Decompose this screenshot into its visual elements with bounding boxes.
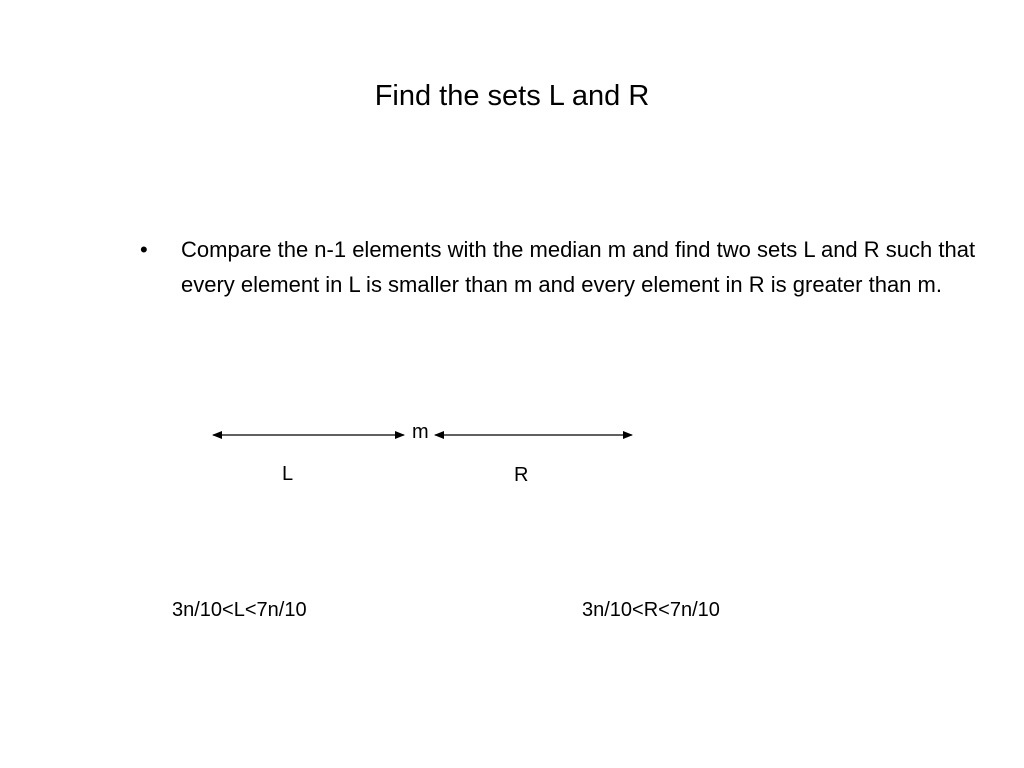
bullet-marker: • [140, 237, 148, 262]
left-set-constraint: 3n/10<L<7n/10 [172, 599, 307, 621]
median-label: m [412, 421, 429, 443]
left-set-label: L [282, 463, 294, 485]
right-set-label: R [514, 464, 529, 486]
right-set-constraint: 3n/10<R<7n/10 [582, 599, 720, 621]
slide-title: Find the sets L and R [374, 80, 650, 112]
bullet-text: Compare the n-1 elements with the median m and find two sets L and R such that every element in L is smaller than m and every element in R is greater than m. [181, 237, 976, 297]
